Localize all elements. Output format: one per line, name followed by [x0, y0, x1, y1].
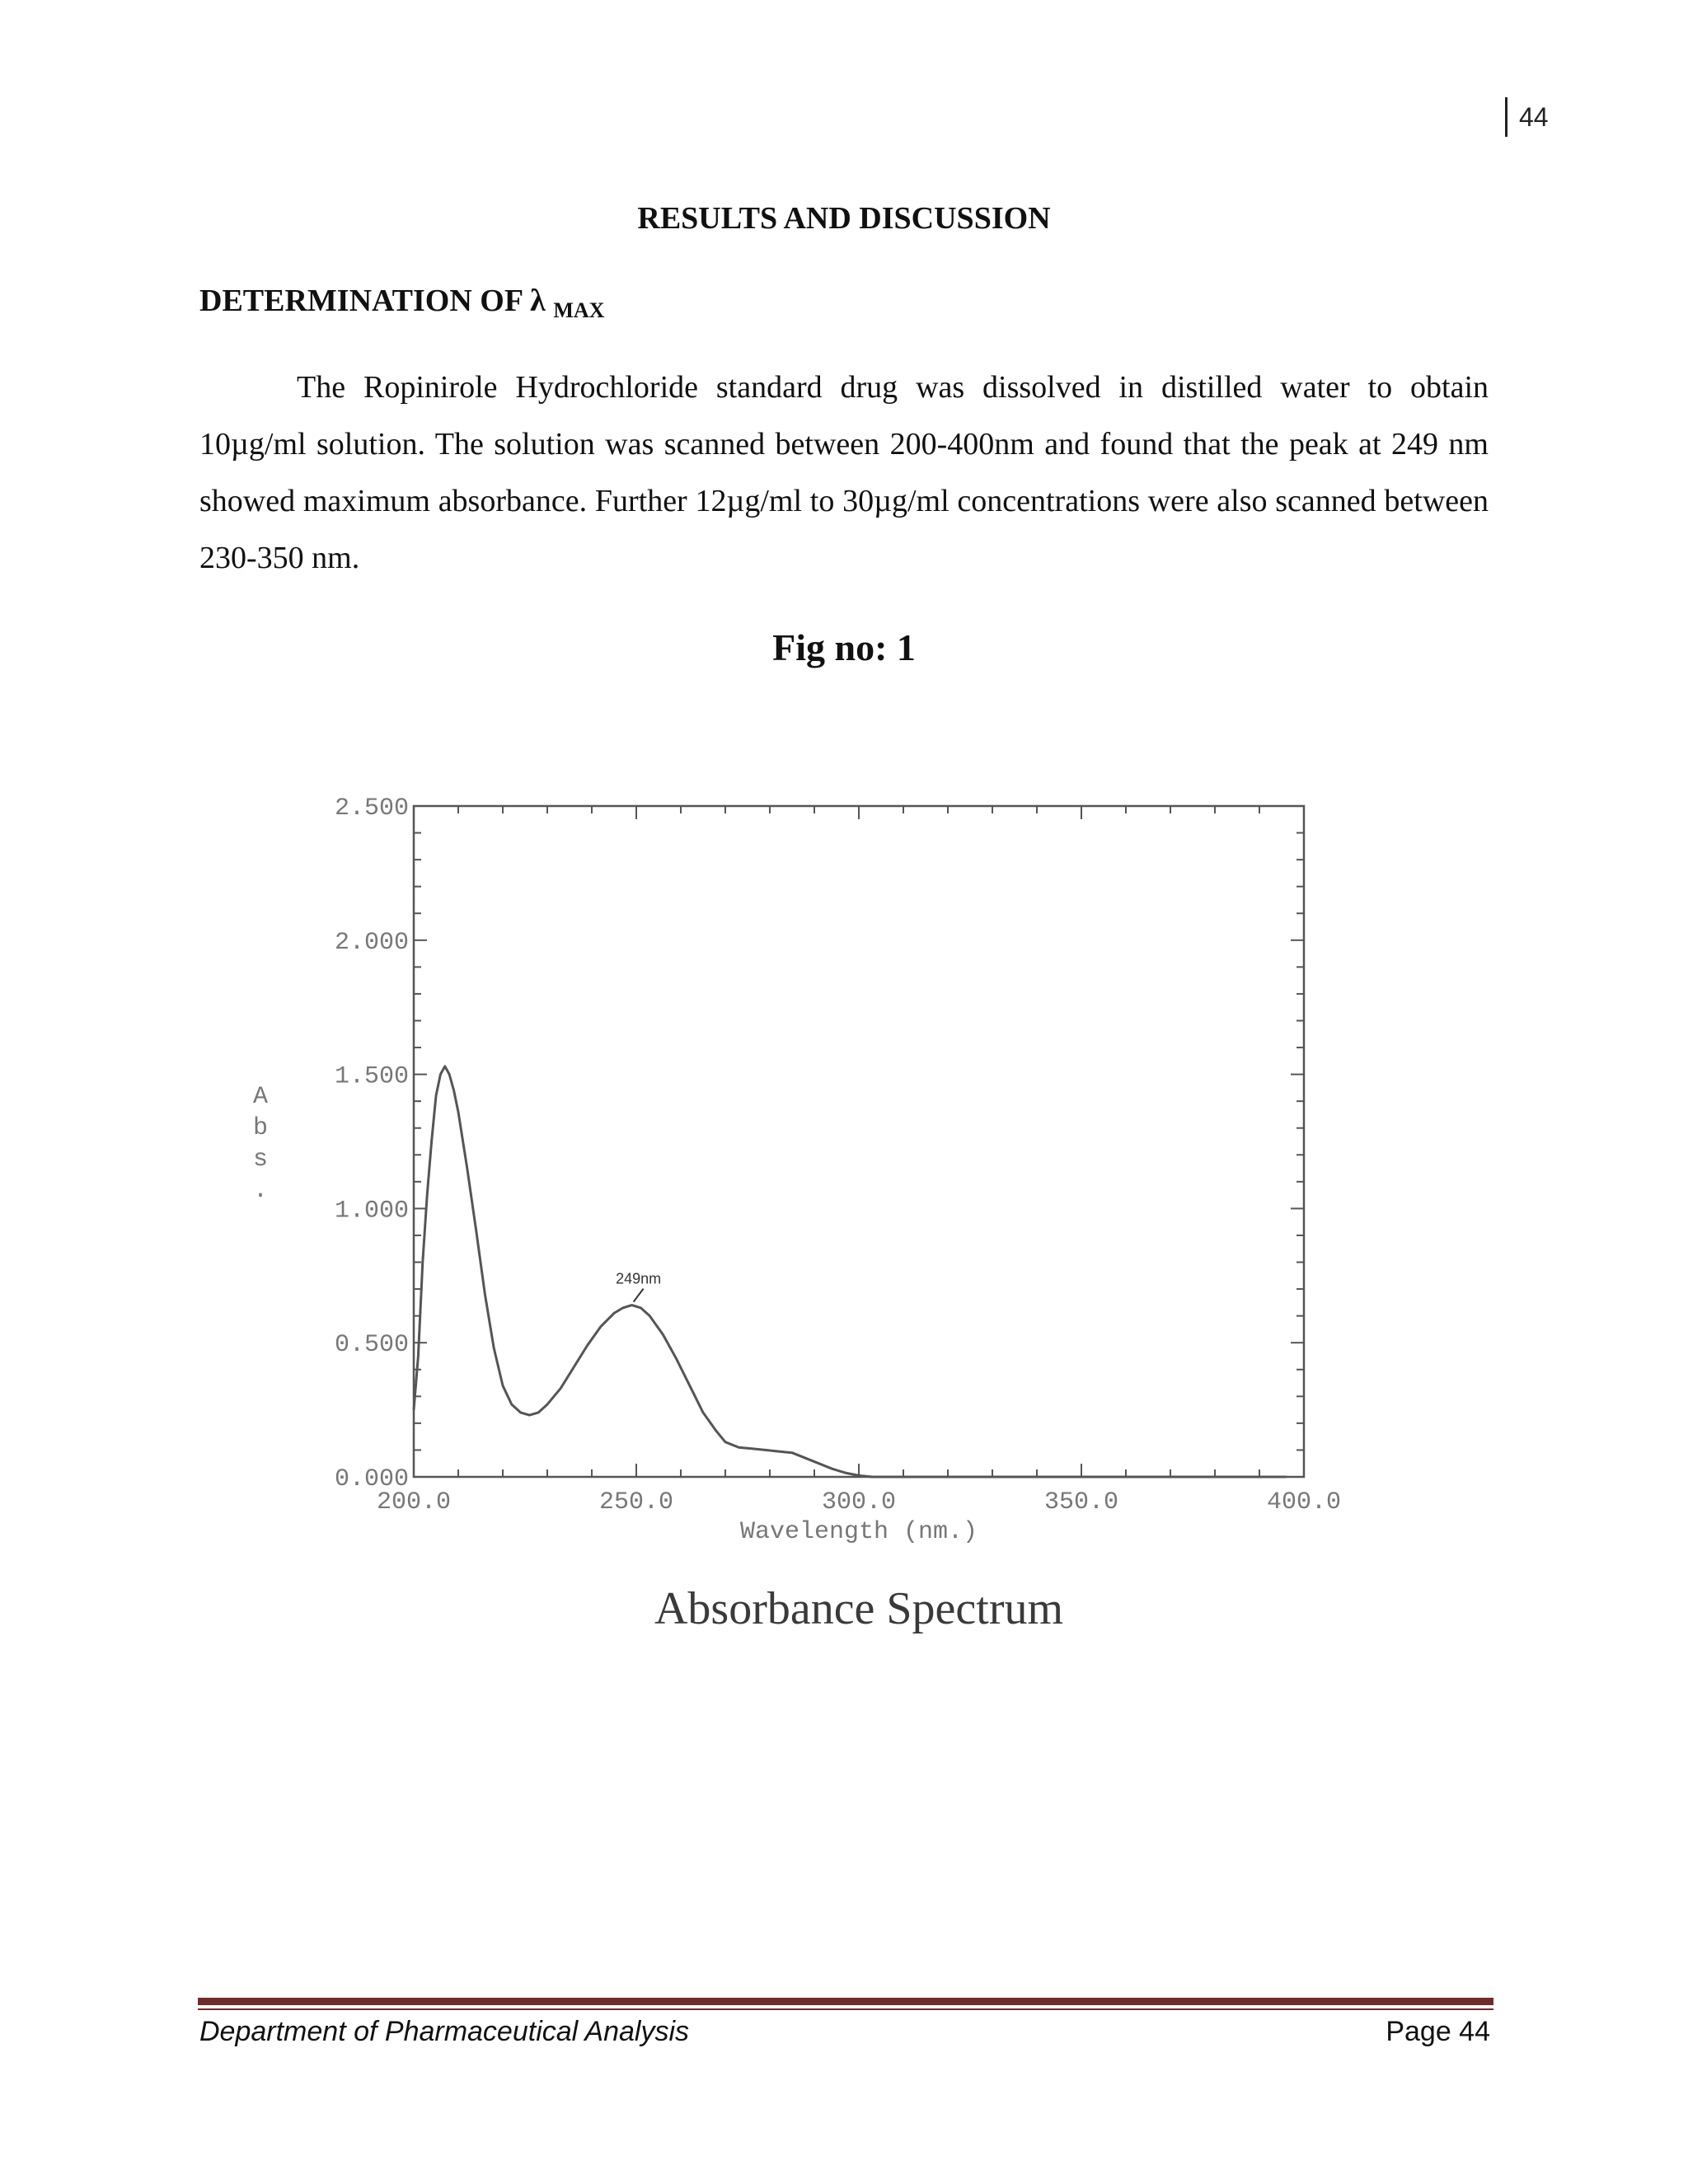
y-axis-title — [253, 1083, 268, 1205]
x-tick-labels — [377, 1488, 1341, 1516]
x-tick-label: 350.0 — [1043, 1488, 1119, 1516]
plot-frame — [414, 806, 1304, 1477]
footer-rule-thin — [198, 2008, 1493, 2010]
absorbance-chart — [231, 709, 1418, 1665]
page-number: 44 — [1519, 102, 1549, 132]
body-paragraph: The Ropinirole Hydrochloride standard drug was dissolved in distilled water to obtain 10µg/ml solution. The solution was scanned between 200-400nm and found that the peak at 249 nm showed maximum absorbance. Further 12µg/ml to 30µg/ml concentrations were also scanned between 230-350 nm. — [199, 370, 1489, 575]
x-tick-label: 250.0 — [598, 1488, 674, 1516]
y-tick-label: 0.500 — [334, 1331, 409, 1360]
x-axis-title: Wavelength (nm.) — [739, 1518, 978, 1546]
section-heading-main: DETERMINATION OF λ — [199, 284, 546, 318]
x-tick-label: 400.0 — [1266, 1488, 1342, 1516]
y-axis-title-char: b — [252, 1114, 269, 1142]
y-tick-label: 2.000 — [334, 928, 409, 957]
axis-ticks — [414, 806, 1304, 1477]
footer-department: Department of Pharmaceutical Analysis — [199, 2016, 690, 2047]
chart-title: Absorbance Spectrum — [654, 1583, 1064, 1634]
page-title: RESULTS AND DISCUSSION — [637, 201, 1051, 236]
figure-caption: Fig no: 1 — [772, 626, 916, 668]
y-axis-title-char: s — [252, 1146, 269, 1174]
x-tick-label: 300.0 — [821, 1488, 897, 1516]
section-heading — [199, 280, 604, 325]
series-line — [414, 1066, 1286, 1477]
annotation-label: 249nm — [616, 1270, 662, 1287]
y-tick-label: 1.000 — [334, 1197, 409, 1226]
y-axis-title-char: A — [252, 1083, 269, 1111]
y-tick-label: 2.500 — [334, 794, 409, 823]
y-tick-labels — [335, 794, 409, 1493]
footer-rule — [198, 1998, 1493, 2005]
page-number-box — [1505, 97, 1549, 137]
chart-svg — [231, 709, 1418, 1665]
y-axis-title-char: . — [252, 1177, 269, 1205]
footer-page-label: Page 44 — [1386, 2016, 1490, 2047]
annotation-pointer — [634, 1289, 644, 1302]
y-tick-label: 1.500 — [334, 1062, 409, 1091]
section-heading-subscript: MAX — [553, 298, 605, 322]
x-tick-label: 200.0 — [376, 1488, 452, 1516]
y-tick-label: 0.000 — [334, 1465, 409, 1493]
